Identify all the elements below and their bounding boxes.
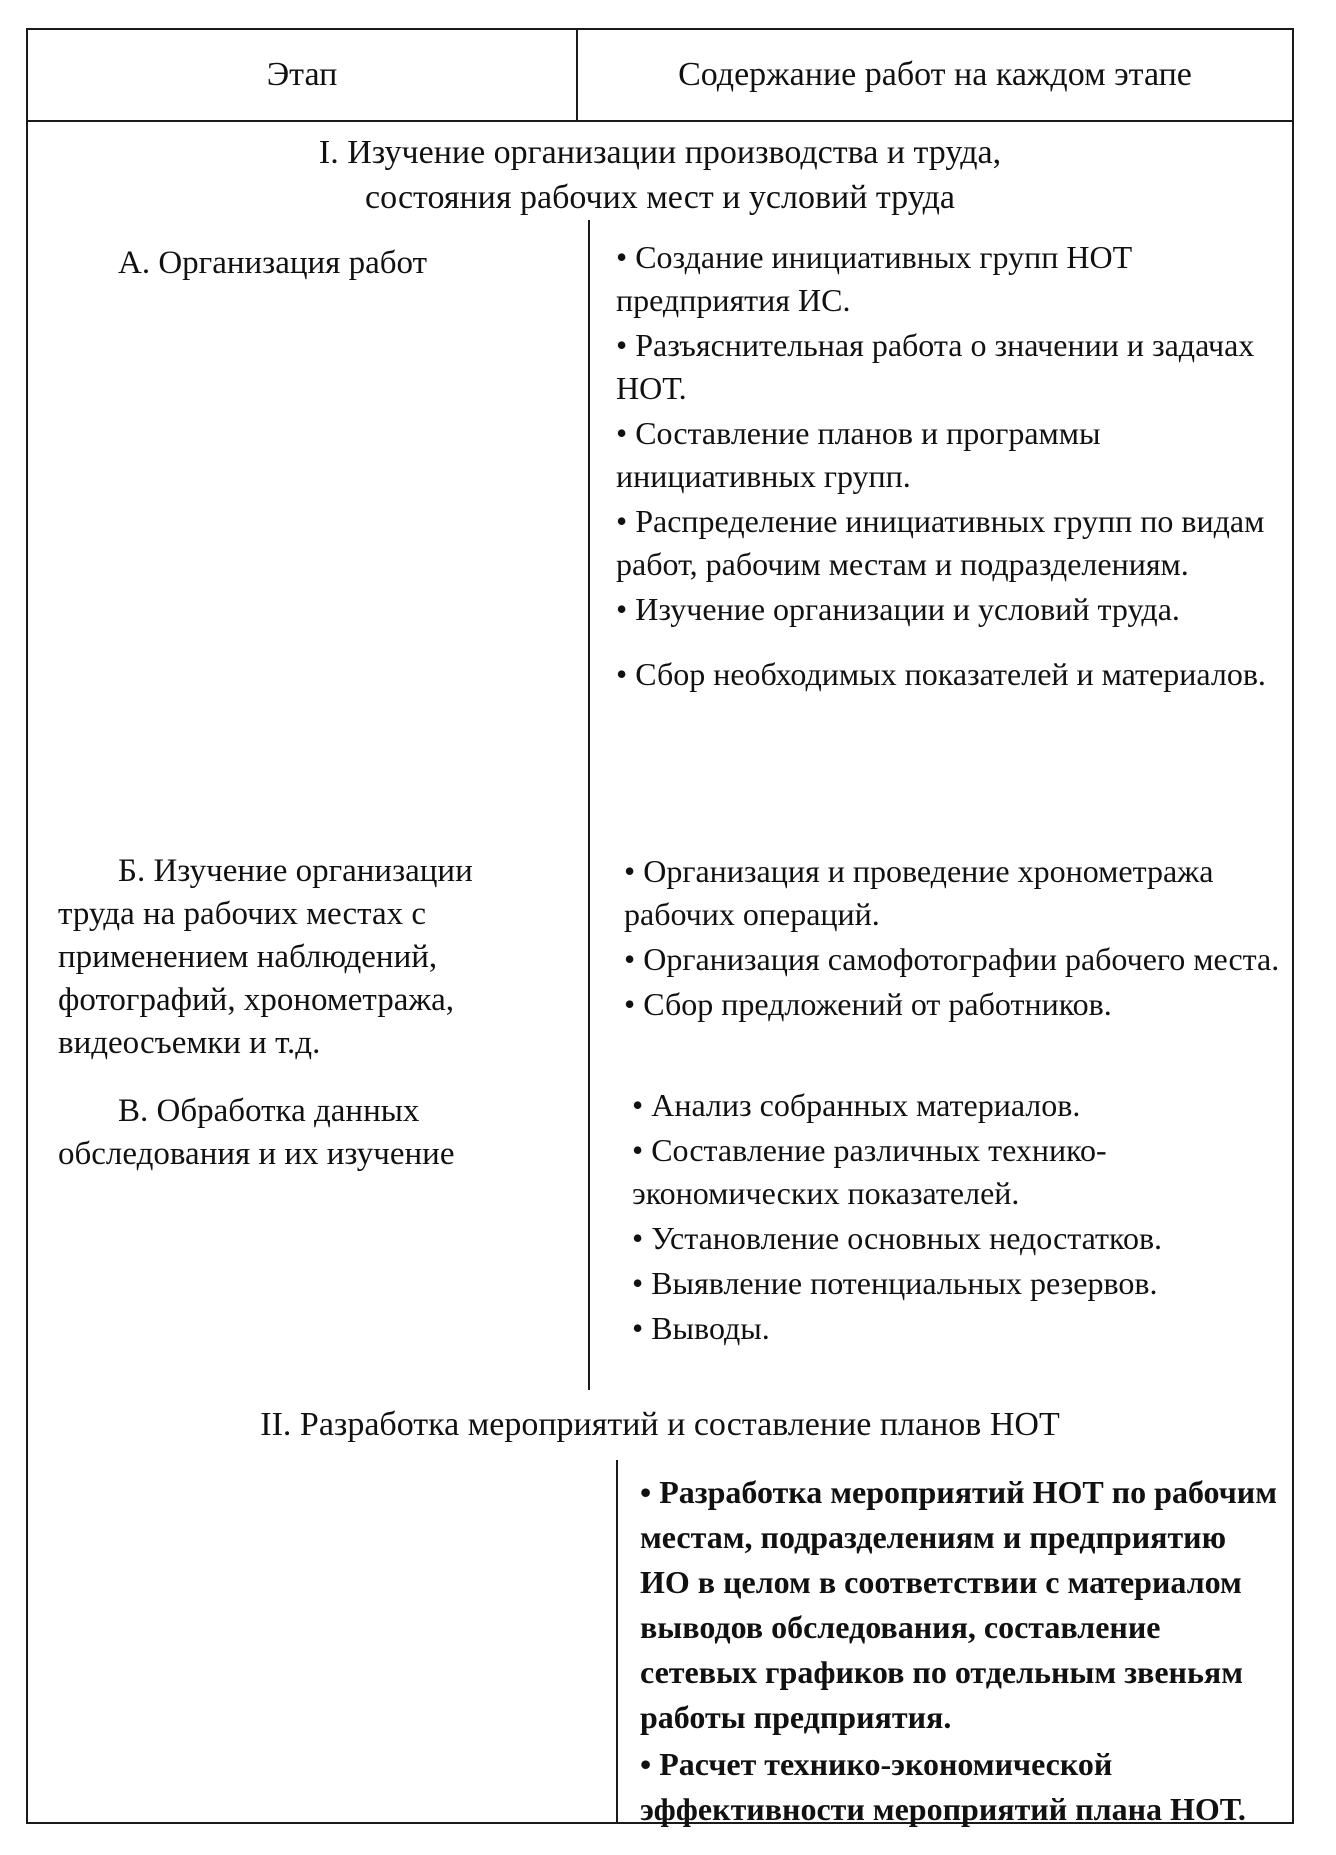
stage-b [58,850,578,1065]
stage-a-line: А. Организация работ [118,245,428,281]
list-item: • Выявление потенциальных резервов. [632,1262,1282,1305]
header-content: Содержание работ на каждом этапе [678,56,1192,93]
list-item: • Организация самофотографии рабочего места. [624,938,1284,981]
stage-b-line: Б. Изучение организации [118,853,473,889]
list-item: • Разъяснительная работа о значении и задачах НОТ. [616,324,1276,410]
list-item: • Организация и проведение хронометража рабочих операций. [624,850,1284,936]
section-1-title-line-1: I. Изучение организации производства и труда, [318,134,1002,171]
section-1-title-line-2: состояния рабочих мест и условий труда [365,179,955,216]
list-item: • Изучение организации и условий труда. [616,588,1276,631]
stage-b-line: фотографий, хронометража, [58,982,455,1018]
work-stages-table [26,28,1294,1827]
stage-b-line: труда на рабочих местах с [58,896,427,932]
section-2-divider [616,1460,618,1824]
list-item: • Анализ собранных материалов. [632,1084,1282,1127]
list-item: • Расчет технико-экономической эффективности мероприятий плана НОТ. [640,1742,1280,1832]
stage-v-line: В. Обработка данных [118,1093,420,1129]
list-item: • Распределение инициативных групп по видам работ, рабочим местам и подразделениям. [616,500,1276,586]
section-2-bullets [640,1470,1280,1834]
list-item: • Составление планов и программы инициативных групп. [616,412,1276,498]
list-item: • Установление основных недостатков. [632,1217,1282,1260]
list-item: • Разработка мероприятий НОТ по рабочим местам, подразделениям и предприятию ИО в целом в соответствии с материалом выводов обследования, составление сетевых графиков по отдельным звеньям работы предприятия. [640,1470,1280,1740]
header-stage: Этап [28,30,578,120]
stage-b-line: видеосъемки и т.д. [58,1025,321,1061]
section-2-title: II. Разработка мероприятий и составление планов НОТ [260,1406,1060,1443]
list-item: • Создание инициативных групп НОТ предприятия ИС. [616,236,1276,322]
list-item: • Выводы. [632,1307,1282,1350]
table-header [28,30,1292,122]
stage-v-line: обследования и их изучение [58,1136,455,1172]
section-1-divider [588,220,590,1390]
stage-a [58,242,558,285]
stage-a-bullets [616,236,1276,698]
stage-b-bullets [624,850,1284,1028]
stage-v-bullets [632,1084,1282,1352]
section-1-title [28,130,1292,220]
list-item: • Составление различных технико-экономических показателей. [632,1129,1282,1215]
document-page [16,20,1320,1836]
list-item: • Сбор предложений от работников. [624,983,1284,1026]
stage-v [58,1090,578,1176]
list-item: • Сбор необходимых показателей и материалов. [616,653,1276,696]
stage-b-line: применением наблюдений, [58,939,438,975]
